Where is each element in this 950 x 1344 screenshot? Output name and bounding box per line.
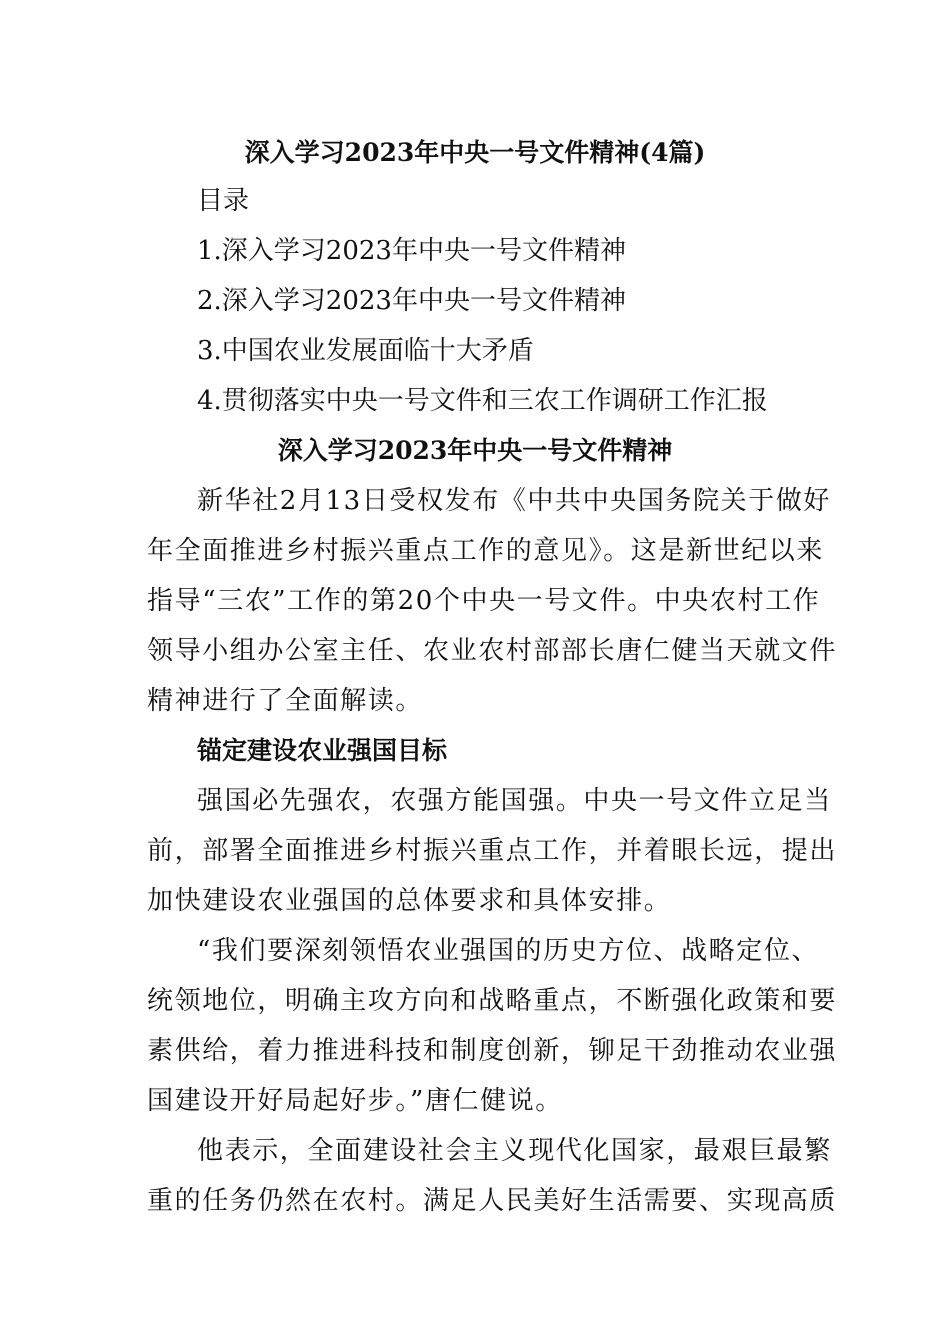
- paragraph2-line-3: 加快建设农业强国的总体要求和具体安排。: [147, 886, 672, 916]
- document-title: 深入学习2023年中央一号文件精神(4篇): [244, 138, 706, 167]
- toc-heading: 目录: [197, 186, 250, 216]
- paragraph1-line-3: 指导“三农”工作的第20个中央一号文件。中央农村工作: [147, 586, 821, 616]
- paragraph2-line-2: 前，部署全面推进乡村振兴重点工作，并着眼长远，提出: [147, 836, 838, 866]
- paragraph3-line-4: 国建设开好局起好步。”唐仁健说。: [147, 1086, 563, 1116]
- paragraph1-line-1: 新华社2月13日受权发布《中共中央国务院关于做好: [197, 486, 832, 516]
- paragraph2-line-1: 强国必先强农，农强方能国强。中央一号文件立足当: [197, 786, 832, 816]
- paragraph4-line-2: 重的任务仍然在农村。满足人民美好生活需要、实现高质: [147, 1186, 838, 1216]
- paragraph1-line-2: 年全面推进乡村振兴重点工作的意见》。这是新世纪以来: [147, 536, 825, 566]
- paragraph4-line-1: 他表示，全面建设社会主义现代化国家，最艰巨最繁: [197, 1136, 832, 1166]
- paragraph3-line-2: 统领地位，明确主攻方向和战略重点，不断强化政策和要: [147, 986, 838, 1016]
- toc-item-2: 2.深入学习2023年中央一号文件精神: [197, 286, 626, 316]
- paragraph1-line-4: 领导小组办公室主任、农业农村部部长唐仁健当天就文件: [147, 636, 838, 666]
- toc-item-3: 3.中国农业发展面临十大矛盾: [197, 336, 534, 366]
- paragraph3-line-1: “我们要深刻领悟农业强国的历史方位、战略定位、: [197, 936, 820, 966]
- toc-item-1: 1.深入学习2023年中央一号文件精神: [197, 236, 626, 266]
- toc-item-4: 4.贯彻落实中央一号文件和三农工作调研工作汇报: [197, 386, 768, 416]
- paragraph3-line-3: 素供给，着力推进科技和制度创新，铆足干劲推动农业强: [147, 1036, 838, 1066]
- paragraph1-line-5: 精神进行了全面解读。: [147, 686, 424, 716]
- article-title: 深入学习2023年中央一号文件精神: [277, 436, 673, 465]
- section-heading: 锚定建设农业强国目标: [197, 736, 448, 765]
